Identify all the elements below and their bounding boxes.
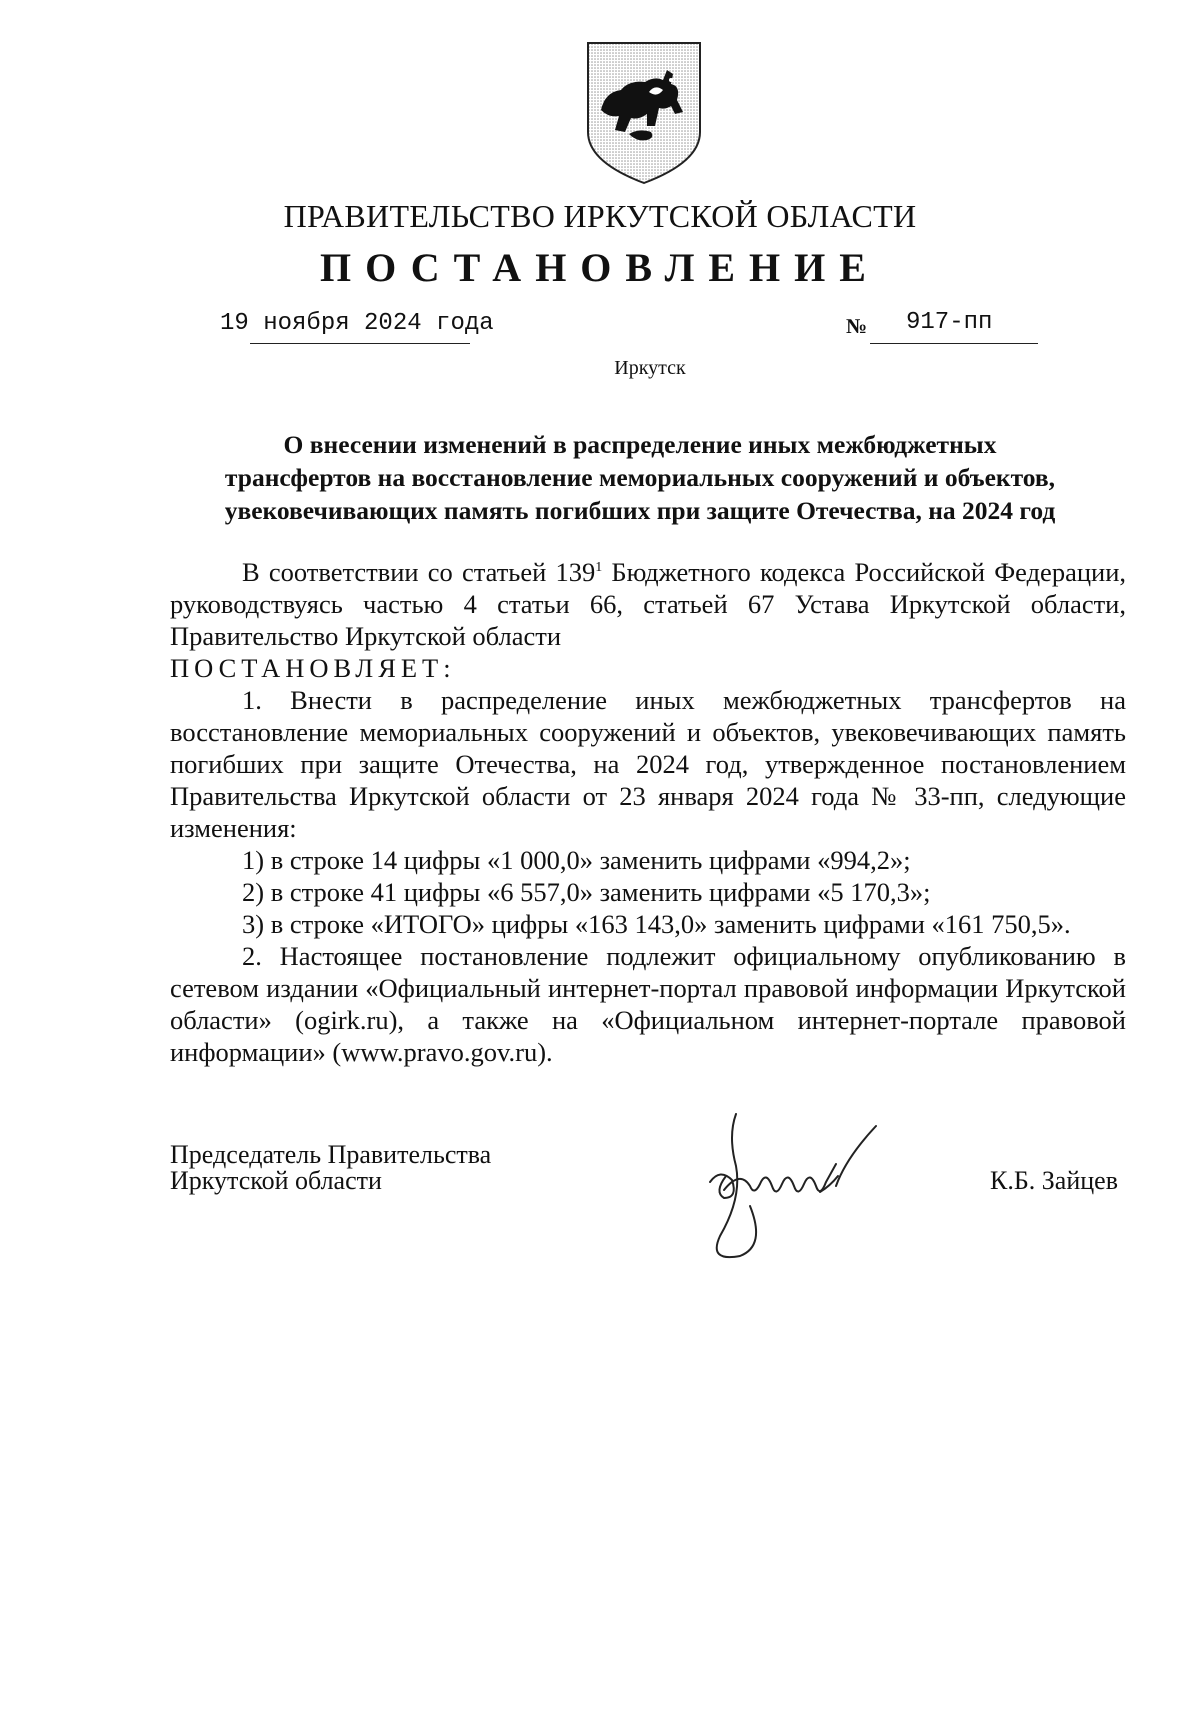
date-underline	[250, 343, 470, 344]
document-date: 19 ноября 2024 года	[220, 310, 494, 337]
title-line: увековечивающих память погибших при защите Отечества, на 2024 год	[224, 496, 1056, 525]
position-line: Председатель Правительства	[170, 1140, 492, 1169]
item-1-paragraph: 1. Внести в распределение иных межбюджетных трансфертов на восстановление мемориальных сооружений и объектов, увековечивающих память погибших при защите Отечества, на 2024 год, утвержденное постановлением Правительства Иркутской области от 23 января 2024 года № 33-пп, следующие изменения:	[170, 685, 1126, 843]
title-line: трансфертов на восстановление мемориальных сооружений и объектов,	[224, 463, 1056, 492]
document-title	[170, 428, 1110, 527]
item-2-paragraph: 2. Настоящее постановление подлежит официальному опубликованию в сетевом издании «Официальный интернет-портал правовой информации Иркутской области» (ogirk.ru), а также на «Официальном интернет-портале правовой информации» (www.pravo.gov.ru).	[170, 941, 1126, 1067]
sub-item-2: 2) в строке 41 цифры «6 557,0» заменить цифрами «5 170,3»;	[242, 877, 931, 907]
preamble-start: В соответствии со статьей 139	[242, 557, 596, 587]
irkutsk-coat-of-arms-icon	[585, 40, 703, 186]
document-type: ПОСТАНОВЛЕНИЕ	[320, 245, 880, 290]
document-number: 917-пп	[906, 309, 993, 336]
sub-item-1: 1) в строке 14 цифры «1 000,0» заменить цифрами «994,2»;	[242, 845, 911, 875]
decrees-heading: ПОСТАНОВЛЯЕТ:	[170, 653, 456, 683]
preamble-paragraph	[170, 556, 1126, 652]
document-body	[170, 556, 1126, 1068]
date-field	[220, 310, 494, 337]
title-line: О внесении изменений в распределение иных межбюджетных	[283, 430, 997, 459]
signer-name: К.Б. Зайцев	[990, 1166, 1118, 1195]
signer-position	[170, 1142, 491, 1194]
number-sign: №	[846, 314, 868, 338]
sub-item-3: 3) в строке «ИТОГО» цифры «163 143,0» заменить цифрами «161 750,5».	[242, 909, 1071, 939]
position-line: Иркутской области	[170, 1166, 382, 1195]
handwritten-signature-icon	[680, 1106, 920, 1276]
preamble-end: Бюджетного кодекса Российской Федерации, руководствуясь частью 4 статьи 66, статьей 67 Устава Иркутской области, Правительство Иркутской области	[170, 557, 1127, 651]
number-underline	[870, 343, 1038, 344]
city: Иркутск	[614, 357, 686, 379]
government-name: ПРАВИТЕЛЬСТВО ИРКУТСКОЙ ОБЛАСТИ	[283, 198, 917, 234]
article-superscript: 1	[595, 560, 603, 576]
